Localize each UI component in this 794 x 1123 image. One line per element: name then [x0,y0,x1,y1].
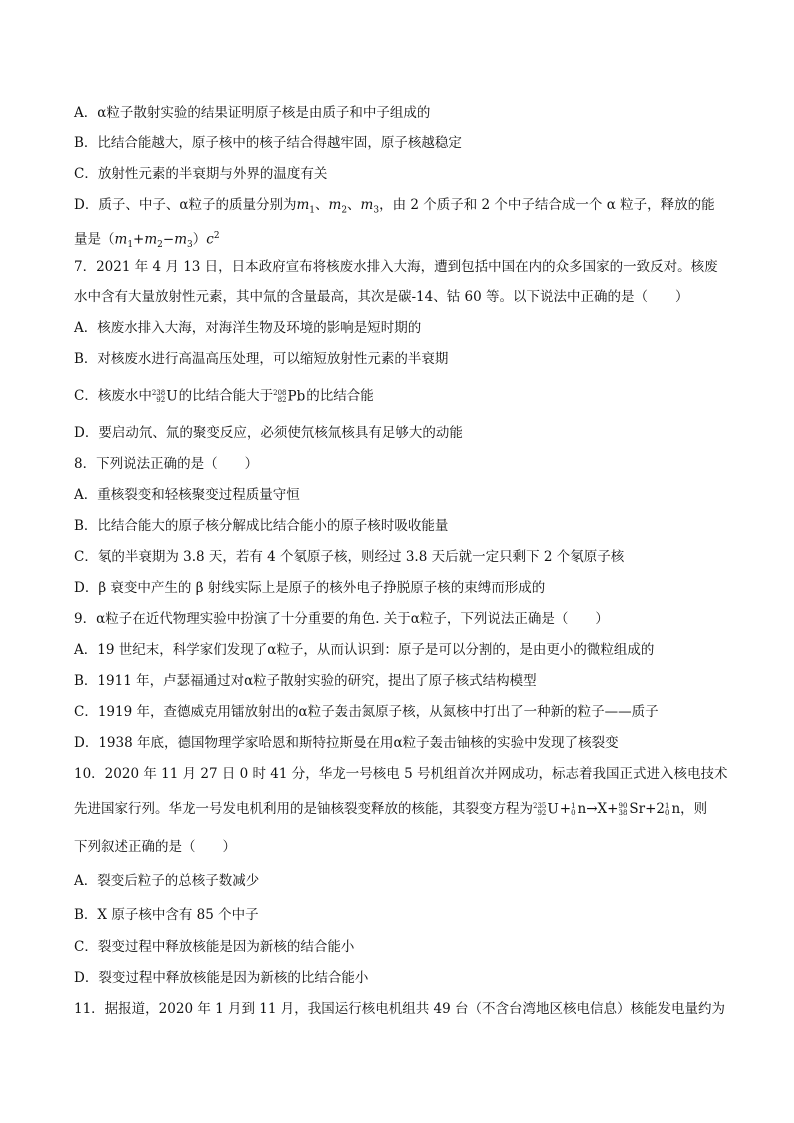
q6-option-c: C．放射性元素的半衰期与外界的温度有关 [74,166,328,182]
q9-option-b: B．1911 年，卢瑟福通过对α粒子散射实验的研究，提出了原子核式结构模型 [74,673,537,689]
neutron-nuclide-2: 1 0 [665,801,670,817]
q9-option-c: C．1919 年，查德威克用镭放射出的α粒子轰击氮原子核，从氮核中打出了一种新的粒子——质子 [74,704,659,720]
q10-stem-line2: 先进国家行列。华龙一号发电机利用的是铀核裂变释放的核能，其裂变方程为 235 92 U+ 1 0 n→X+ 90 38 Sr+2 1 0 n，则 [74,800,708,817]
q6-option-a: A．α粒子散射实验的结果证明原子核是由质子和中子组成的 [74,105,431,121]
q9-stem: 9．α粒子在近代物理实验中扮演了十分重要的角色. 关于α粒子，下列说法正确是（ ） [74,611,609,627]
uranium-235-nuclide: 235 92 U [533,800,559,817]
lead-208-nuclide: 208 82 Pb [273,387,306,404]
q10-option-a: A．裂变后粒子的总核子数减少 [74,873,260,889]
q7-option-b: B．对核废水进行高温高压处理，可以缩短放射性元素的半衰期 [74,351,449,367]
q7-option-c: C．核废水中 238 92 U的比结合能大于 208 82 Pb的比结合能 [74,387,374,404]
strontium-90-nuclide: 90 38 [618,801,628,817]
q7-stem-line1: 7．2021 年 4 月 13 日，日本政府宣布将核废水排入大海，遭到包括中国在内的众多国家的一致反对。核废 [74,259,718,275]
q9-option-d: D．1938 年底，德国物理学家哈恩和斯特拉斯曼在用α粒子轰击铀核的实验中发现了核裂变 [74,735,619,751]
neutron-nuclide: 1 0 [571,801,576,817]
q10-option-c: C．裂变过程中释放核能是因为新核的结合能小 [74,939,355,955]
q10-stem-line3: 下列叙述正确的是（ ） [74,839,236,855]
q7-stem-line2: 水中含有大量放射性元素，其中氚的含量最高，其次是碳-14、钴 60 等。以下说法中正确的是（ ） [74,289,689,305]
q6-option-b: B．比结合能越大，原子核中的核子结合得越牢固，原子核越稳定 [74,135,462,151]
q8-option-a: A．重核裂变和轻核聚变过程质量守恒 [74,487,300,503]
q10-option-b: B．X 原子核中含有 85 个中子 [74,907,259,923]
uranium-238-nuclide: 238 92 U [151,387,178,404]
q7-option-a: A．核废水排入大海，对海洋生物及环境的影响是短时期的 [74,320,422,336]
q9-option-a: A．19 世纪末，科学家们发现了α粒子，从而认识到：原子是可以分割的，是由更小的微粒组成的 [74,642,655,658]
q8-stem: 8．下列说法正确的是（ ） [74,456,259,472]
q6-option-d-continued: 量是$(m_1+m_2-m_3)c^2$ [74,231,220,251]
q10-option-d: D．裂变过程中释放核能是因为新核的比结合能小 [74,970,369,986]
q8-option-d: D．β 衰变中产生的 β 射线实际上是原子的核外电子挣脱原子核的束缚而形成的 [74,580,546,596]
q8-option-c: C．氡的半衰期为 3.8 天，若有 4 个氡原子核，则经过 3.8 天后就一定只剩下 2 个氡原子核 [74,549,625,565]
q7-option-d: D．要启动氘、氚的聚变反应，必须使氘核氚核具有足够大的动能 [74,425,463,441]
q6-option-d: D．质子、中子、α粒子的质量分别为$m_1$、$m_2$、$m_3$，由 2 个质子和 2 个中子结合成一个 α 粒子，释放的能 [74,197,715,216]
q11-stem: 11．据报道，2020 年 1 月到 11 月，我国运行核电机组共 49 台（不含台湾地区核电信息）核能发电量约为 [74,1001,726,1017]
q8-option-b: B．比结合能大的原子核分解成比结合能小的原子核时吸收能量 [74,518,449,534]
q10-stem-line1: 10．2020 年 11 月 27 日 0 时 41 分，华龙一号核电 5 号机组首次并网成功，标志着我国正式进入核电技术 [74,766,728,782]
